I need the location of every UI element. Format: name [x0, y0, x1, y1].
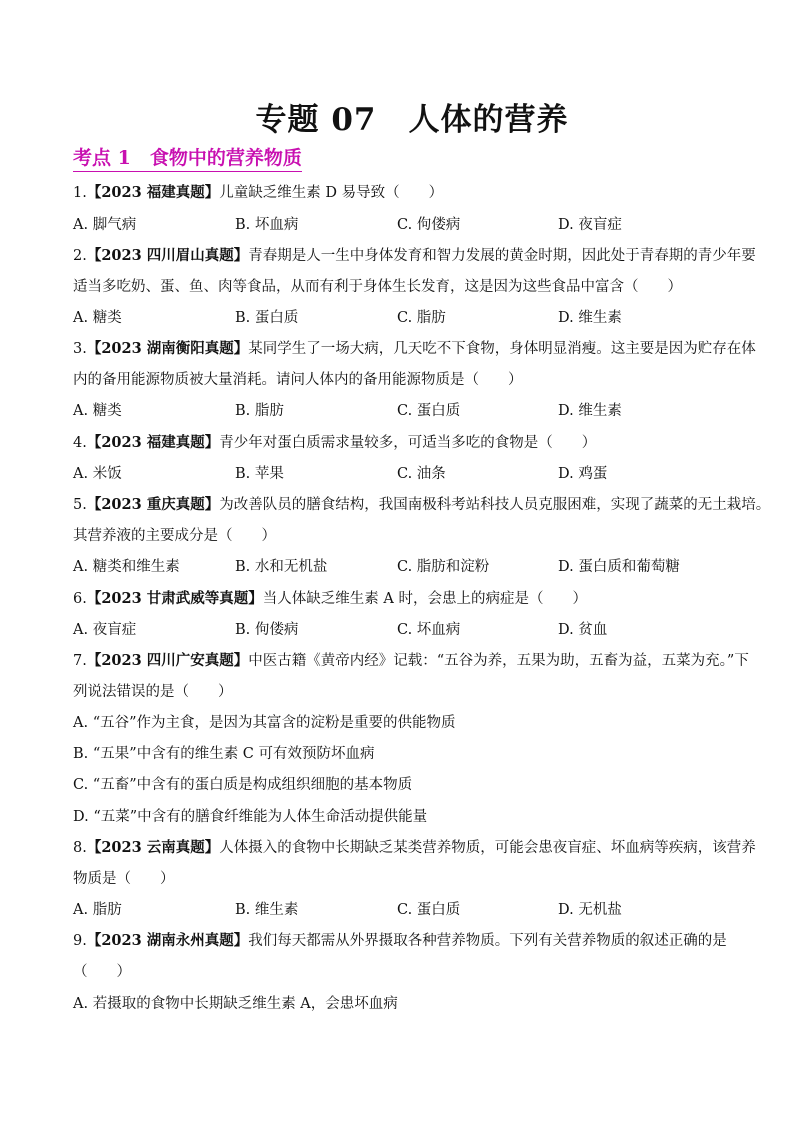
- question-number: 1.: [73, 185, 87, 201]
- option-b: B. “五果”中含有的维生素 C 可有效预防坏血病: [73, 746, 375, 762]
- option-a: A. 糖类: [73, 310, 122, 326]
- question-number: 6.: [73, 591, 87, 607]
- question-text: 某同学生了一场大病，几天吃不下食物，身体明显消瘦。这主要是因为贮存在体: [248, 341, 756, 357]
- option-a: A. 米饭: [73, 466, 122, 482]
- option-b: B. 苹果: [235, 466, 284, 482]
- question-source: 【2023 重庆真题】: [86, 496, 220, 513]
- question-number: 7.: [73, 653, 87, 669]
- question-2-continued: 适当多吃奶、蛋、鱼、肉等食品，从而有利于身体生长发育，这是因为这些食品中富含（ ）: [73, 279, 682, 295]
- option-a: A. 若摄取的食物中长期缺乏维生素 A，会患坏血病: [73, 996, 398, 1012]
- question-7-continued: 列说法错误的是（ ）: [73, 684, 233, 700]
- option-b: B. 蛋白质: [235, 310, 299, 326]
- question-source: 【2023 四川广安真题】: [86, 652, 249, 669]
- question-source: 【2023 福建真题】: [86, 434, 220, 451]
- question-5: [73, 495, 771, 515]
- option-b: B. 维生素: [235, 902, 299, 918]
- page-title: 专题 07 人体的营养: [255, 102, 569, 138]
- question-number: 5.: [73, 497, 87, 513]
- option-c: C. 油条: [397, 466, 446, 482]
- question-source: 【2023 湖南衡阳真题】: [86, 340, 249, 357]
- question-number: 8.: [73, 840, 87, 856]
- question-8-continued: 物质是（ ）: [73, 871, 175, 887]
- question-source: 【2023 甘肃武威等真题】: [86, 590, 263, 607]
- option-a: A. 脚气病: [73, 217, 137, 233]
- question-text: 人体摄入的食物中长期缺乏某类营养物质，可能会患夜盲症、坏血病等疾病，该营养: [219, 840, 756, 856]
- option-d: D. 维生素: [558, 310, 622, 326]
- option-d: D. “五菜”中含有的膳食纤维能为人体生命活动提供能量: [73, 809, 428, 825]
- question-9-continued: （ ）: [73, 964, 131, 980]
- option-b: B. 水和无机盐: [235, 559, 328, 575]
- option-c: C. 脂肪和淀粉: [397, 559, 490, 575]
- option-c: C. 蛋白质: [397, 902, 461, 918]
- question-3-continued: 内的备用能源物质被大量消耗。请问人体内的备用能源物质是（ ）: [73, 372, 523, 388]
- question-text: 我们每天都需从外界摄取各种营养物质。下列有关营养物质的叙述正确的是: [248, 933, 727, 949]
- option-a: A. 夜盲症: [73, 622, 137, 638]
- question-text: 中医古籍《黄帝内经》记载：“五谷为养，五果为助，五畜为益，五菜为充。”下: [248, 653, 749, 669]
- question-9: [73, 931, 728, 951]
- question-5-continued: 其营养液的主要成分是（ ）: [73, 528, 276, 544]
- question-1: [73, 183, 728, 203]
- section-heading: 考点 1 食物中的营养物质: [73, 146, 302, 172]
- option-c: C. “五畜”中含有的蛋白质是构成组织细胞的基本物质: [73, 777, 413, 793]
- option-c: C. 佝偻病: [397, 217, 461, 233]
- question-4: [73, 433, 728, 453]
- question-source: 【2023 湖南永州真题】: [86, 932, 249, 949]
- question-text: 为改善队员的膳食结构，我国南极科考站科技人员克服困难，实现了蔬菜的无土栽培。: [219, 497, 771, 513]
- question-number: 2.: [73, 248, 87, 264]
- option-a: A. 脂肪: [73, 902, 122, 918]
- question-8: [73, 838, 756, 858]
- question-number: 3.: [73, 341, 87, 357]
- option-d: D. 维生素: [558, 403, 622, 419]
- question-source: 【2023 四川眉山真题】: [86, 247, 249, 264]
- option-c: C. 坏血病: [397, 622, 461, 638]
- option-a: A. “五谷”作为主食，是因为其富含的淀粉是重要的供能物质: [73, 715, 456, 731]
- option-d: D. 蛋白质和葡萄糖: [558, 559, 680, 575]
- question-text: 青春期是人一生中身体发育和智力发展的黄金时期，因此处于青春期的青少年要: [248, 248, 756, 264]
- option-a: A. 糖类: [73, 403, 122, 419]
- question-source: 【2023 福建真题】: [86, 184, 220, 201]
- question-text: 儿童缺乏维生素 D 易导致（ ）: [219, 185, 444, 201]
- question-number: 4.: [73, 435, 87, 451]
- option-d: D. 无机盐: [558, 902, 622, 918]
- question-source: 【2023 云南真题】: [86, 839, 220, 856]
- question-text: 当人体缺乏维生素 A 时，会患上的病症是（ ）: [262, 591, 587, 607]
- option-d: D. 贫血: [558, 622, 608, 638]
- option-d: D. 鸡蛋: [558, 466, 608, 482]
- option-b: B. 坏血病: [235, 217, 299, 233]
- option-c: C. 脂肪: [397, 310, 446, 326]
- question-2: [73, 246, 756, 266]
- question-6: [73, 589, 728, 609]
- option-b: B. 脂肪: [235, 403, 284, 419]
- question-7: [73, 651, 749, 671]
- question-number: 9.: [73, 933, 87, 949]
- option-c: C. 蛋白质: [397, 403, 461, 419]
- option-a: A. 糖类和维生素: [73, 559, 180, 575]
- question-3: [73, 339, 756, 359]
- option-b: B. 佝偻病: [235, 622, 299, 638]
- question-text: 青少年对蛋白质需求量较多，可适当多吃的食物是（ ）: [219, 435, 597, 451]
- option-d: D. 夜盲症: [558, 217, 622, 233]
